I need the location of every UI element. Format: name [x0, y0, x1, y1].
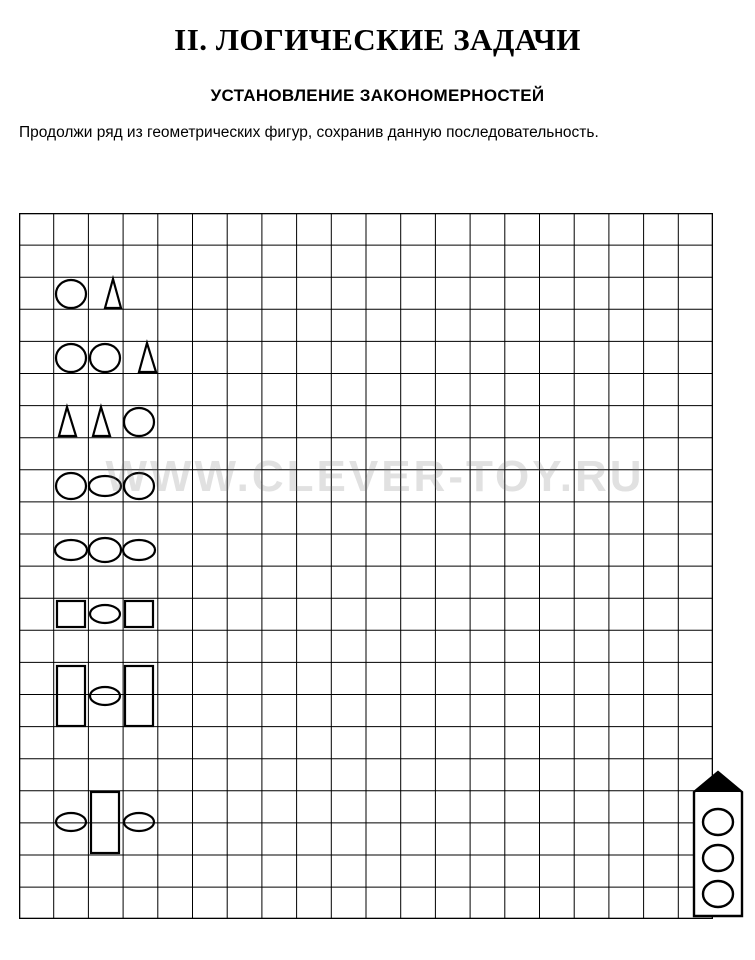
exercise-row-1: [56, 279, 121, 308]
page-title: [0, 22, 755, 58]
page-title-text: ЛОГИЧЕСКИЕ ЗАДАЧИ: [215, 22, 581, 57]
exercise-row-5: [55, 538, 155, 562]
page-title-numeral: II.: [174, 22, 208, 57]
exercise-row-6: [57, 601, 153, 627]
exercise-row-8: [56, 792, 154, 853]
traffic-light-icon: [692, 770, 744, 918]
section-subtitle: УСТАНОВЛЕНИЕ ЗАКОНОМЕРНОСТЕЙ: [210, 86, 545, 105]
watermark-text: WWW.CLEVER-TOY.RU: [105, 452, 645, 501]
exercise-row-3: [59, 407, 154, 436]
grid-sheet: [19, 213, 713, 919]
exercise-row-2: [56, 343, 156, 372]
exercise-row-7: [57, 666, 153, 726]
task-instruction: Продолжи ряд из геометрических фигур, сохранив данную последовательность.: [19, 124, 599, 141]
exercise-row-4: [56, 473, 154, 499]
exercise-shapes: [19, 213, 713, 919]
